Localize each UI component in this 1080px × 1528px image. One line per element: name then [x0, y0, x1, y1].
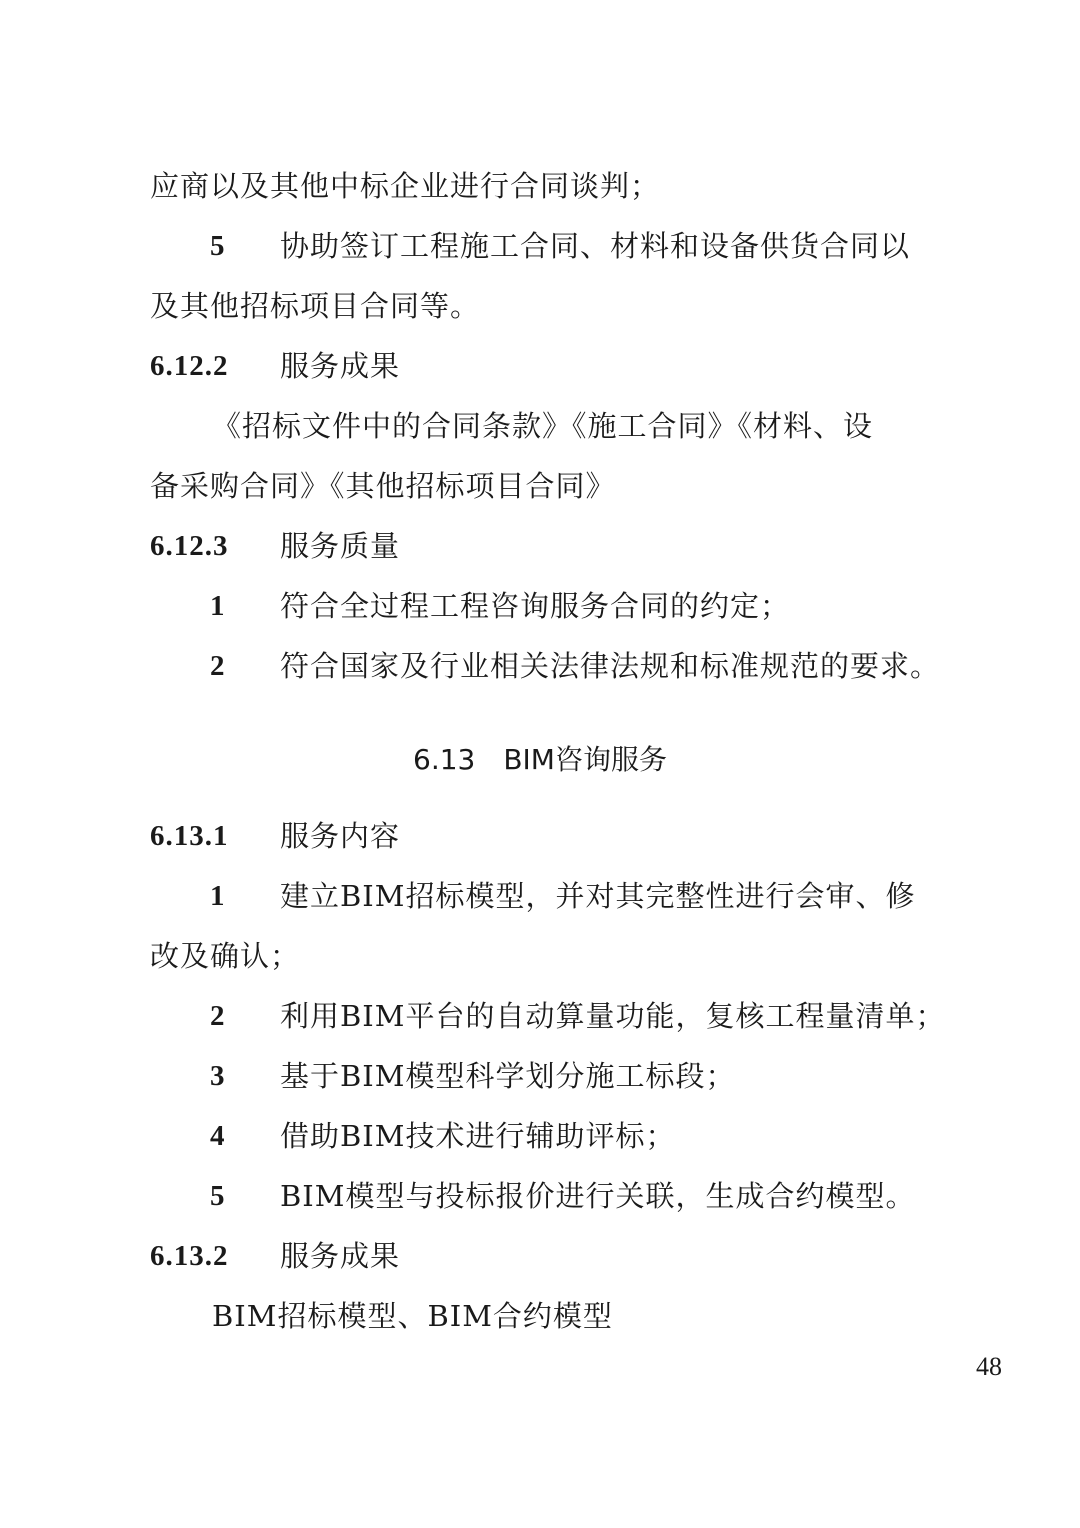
- list-item-number: 2: [210, 1000, 225, 1032]
- list-item-number: 2: [210, 650, 225, 682]
- list-item-text: 借助BIM技术进行辅助评标；: [280, 1119, 676, 1153]
- list-item-text: 基于BIM模型科学划分施工标段；: [280, 1059, 736, 1093]
- paragraph: BIM招标模型、BIM合约模型: [212, 1299, 613, 1333]
- section-number-6-12-2: 6.12.2: [150, 350, 229, 382]
- page-number: 48: [976, 1352, 1002, 1381]
- section-number-6-13-2: 6.13.2: [150, 1240, 229, 1272]
- section-number-6-12-3: 6.12.3: [150, 530, 229, 562]
- list-item-text: 建立BIM招标模型，并对其完整性进行会审、修: [280, 879, 916, 913]
- section-title-6-13-2: 服务成果: [280, 1239, 401, 1273]
- section-heading-6-13: 6.13 BIM咨询服务: [413, 743, 667, 776]
- paragraph-continuation: 备采购合同》《其他招标项目合同》: [150, 469, 616, 503]
- section-title-6-12-2: 服务成果: [280, 349, 401, 383]
- list-item-text: BIM模型与投标报价进行关联，生成合约模型。: [280, 1179, 916, 1213]
- list-item-number: 5: [210, 1180, 225, 1212]
- list-item-continuation: 改及确认；: [150, 939, 301, 973]
- section-title-6-12-3: 服务质量: [280, 529, 401, 563]
- section-number-6-13-1: 6.13.1: [150, 820, 229, 852]
- list-item-number: 1: [210, 880, 225, 912]
- list-item-number: 5: [210, 230, 225, 262]
- list-item-text: 符合国家及行业相关法律法规和标准规范的要求。: [280, 649, 941, 683]
- list-item-continuation: 及其他招标项目合同等。: [150, 289, 481, 323]
- list-item-text: 协助签订工程施工合同、材料和设备供货合同以: [280, 229, 911, 263]
- paragraph: 《招标文件中的合同条款》《施工合同》《材料、设: [212, 409, 874, 443]
- list-item-text: 利用BIM平台的自动算量功能，复核工程量清单；: [280, 999, 946, 1033]
- list-item-number: 4: [210, 1120, 225, 1152]
- list-item-text: 符合全过程工程咨询服务合同的约定；: [280, 589, 791, 623]
- list-item-number: 1: [210, 590, 225, 622]
- paragraph-continuation: 应商以及其他中标企业进行合同谈判；: [150, 169, 661, 203]
- list-item-number: 3: [210, 1060, 225, 1092]
- section-title-6-13-1: 服务内容: [280, 819, 401, 853]
